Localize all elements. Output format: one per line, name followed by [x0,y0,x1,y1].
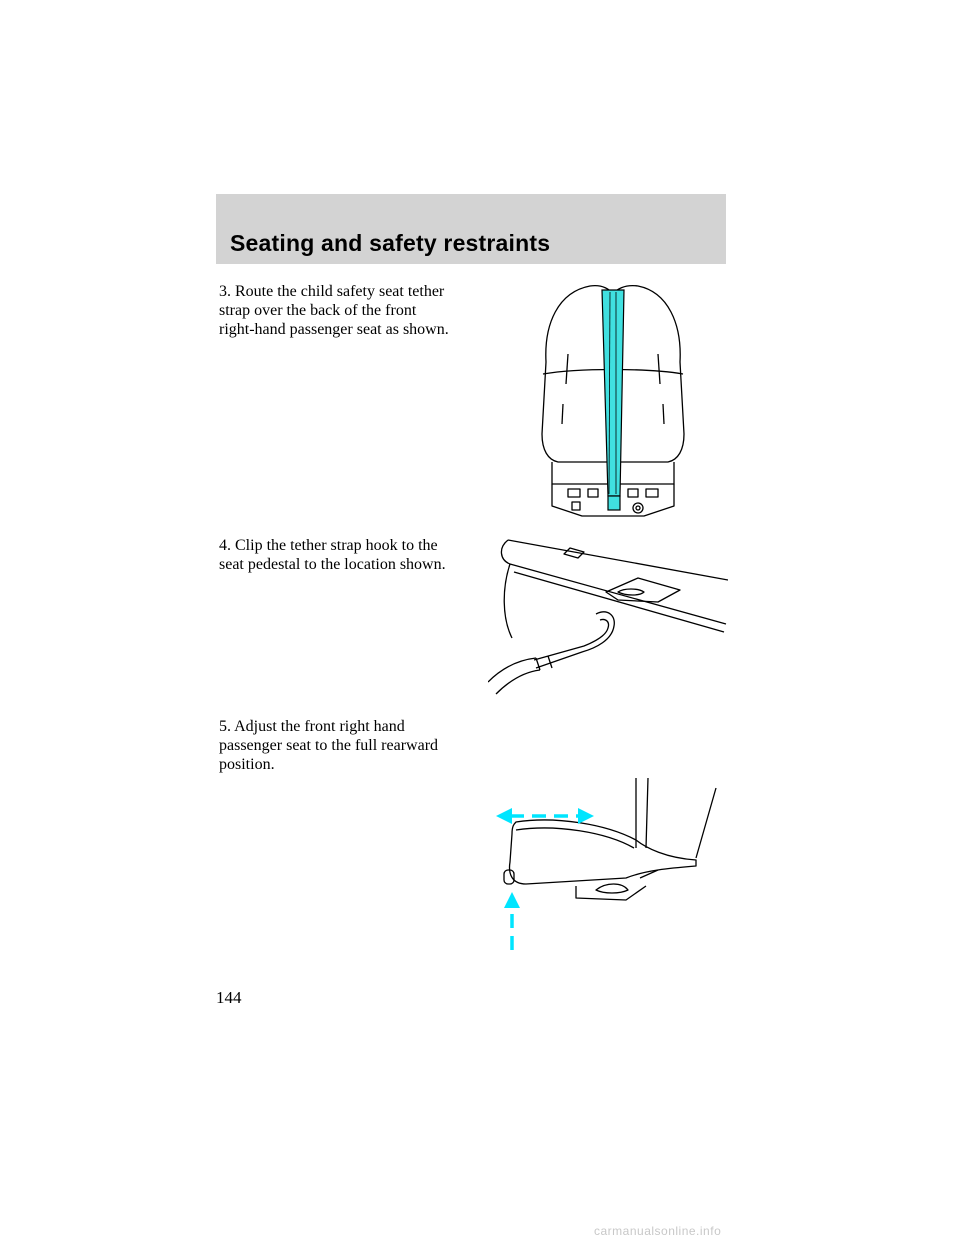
watermark: carmanualsonline.info [594,1224,722,1238]
seat-rearward-adjust-icon [496,778,722,950]
step-3-text [219,282,481,339]
step-4-line-2: seat pedestal to the location shown. [219,556,446,573]
step-3-line-2: strap over the back of the front [219,302,417,319]
tether-hook-clip-icon [488,528,728,704]
step-4-text [219,536,481,574]
section-title: Seating and safety restraints [230,230,551,256]
step-3-line-3: right-hand passenger seat as shown. [219,321,449,338]
page-number: 144 [216,988,242,1007]
step-5-line-1: 5. Adjust the front right hand [219,718,405,735]
step-5-text [219,717,481,774]
step-5-line-3: position. [219,756,275,773]
step-5-line-2: passenger seat to the full rearward [219,737,439,754]
section-header [216,194,726,264]
step-4-line-1: 4. Clip the tether strap hook to the [219,537,438,554]
seatback-tether-strap-icon [538,284,688,520]
step-3-line-1: 3. Route the child safety seat tether [219,283,445,300]
